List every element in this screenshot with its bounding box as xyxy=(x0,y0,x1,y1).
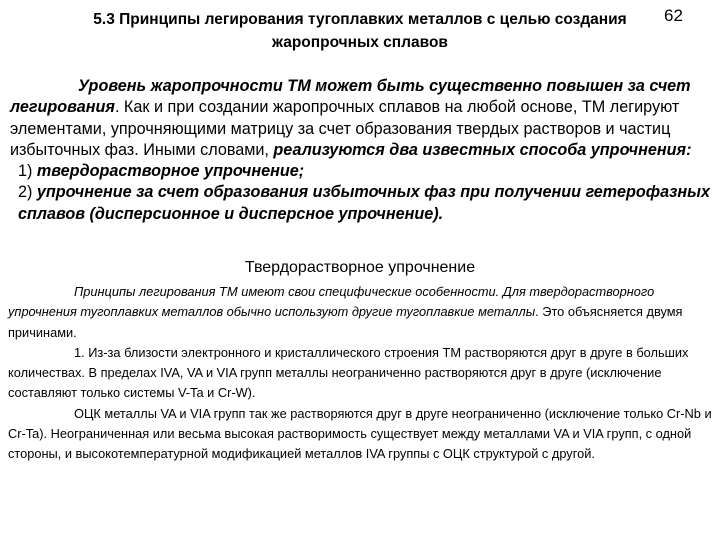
section-body xyxy=(8,282,712,465)
intro-block xyxy=(10,76,710,225)
intro-paragraph xyxy=(10,76,710,161)
section-paragraph xyxy=(8,282,712,343)
list-item xyxy=(10,161,710,182)
intro-bold-lead: Уровень жаропрочности ТМ может быть существенно повышен за счет легирования xyxy=(10,77,691,117)
list-item-text: упрочнение за счет образования избыточных фаз при получении гетерофазных сплавов (дисперсионное и дисперсное упрочнение). xyxy=(18,183,710,223)
section-italic-text: Принципы легирования ТМ имеют свои специфические особенности. Для твердорастворного упрочнения тугоплавких металлов обычно используют другие тугоплавкие металлы xyxy=(8,284,655,320)
title-line-2: жаропрочных сплавов xyxy=(272,34,448,51)
page-title xyxy=(40,8,680,54)
title-line-1: 5.3 Принципы легирования тугоплавких металлов с целью создания xyxy=(93,11,627,28)
intro-bold-tail: реализуются два известных способа упрочнения: xyxy=(273,140,692,159)
list-item-number: 1) xyxy=(18,162,37,181)
section-title: Твердорастворное упрочнение xyxy=(244,259,476,276)
section-text: . Это объясняется двумя причинами. xyxy=(8,304,683,340)
list-item xyxy=(10,182,710,225)
section-paragraph: ОЦК металлы VA и VIA групп так же растворяются друг в друге неограниченно (исключение только Cr-Nb и Cr-Ta). Неограниченная или весьма высокая растворимость существует между металлами VA и VIA групп, с одной стороны, и высокотемпературной модификацией металлов IVA группы с ОЦК структурой с другой. xyxy=(8,405,712,462)
list-item-text: твердорастворное упрочнение; xyxy=(36,162,305,181)
intro-body: . Как и при создании жаропрочных сплавов на любой основе, ТМ легируют элементами, упрочняющими матрицу за счет образования твердых растворов и частиц избыточных фаз. Иными словами, xyxy=(10,98,680,159)
section-paragraph: 1. Из-за близости электронного и кристаллического строения ТМ растворяются друг в друге в больших количествах. В пределах IVA, VA и VIA групп металлы неограниченно растворяются друг в друге (исключение составляют только системы V-Ta и Cr-W). xyxy=(8,344,689,401)
page-number: 62 xyxy=(664,6,683,25)
list-item-number: 2) xyxy=(18,183,37,202)
